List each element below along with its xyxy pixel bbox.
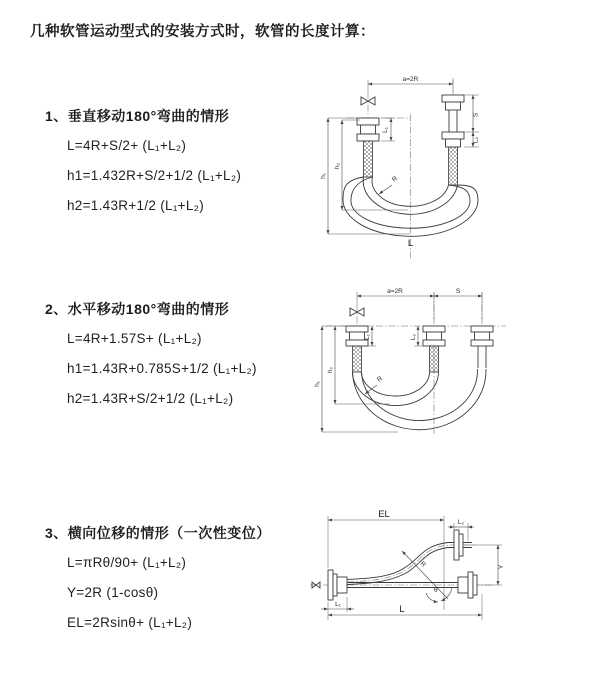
d2-hose-arcs (353, 369, 487, 430)
d3-dimension-l (328, 594, 482, 620)
d1-label-l1: L₁ (382, 127, 389, 133)
d3-label-el: EL (378, 509, 390, 520)
d2-left-pipe-fitting (346, 326, 368, 372)
d2-label-l2: L₂ (410, 333, 417, 341)
d1-dimension-l1 (381, 118, 395, 141)
d1-left-pipe-fitting (357, 118, 379, 177)
d1-label-l: L (407, 238, 414, 249)
d3-label-l1: L₁ (335, 601, 341, 608)
diagram-horizontal-180-bend (310, 282, 590, 462)
d3-label-r: R (418, 560, 427, 569)
page-title: 几种软管运动型式的安装方式时，软管的长度计算： (30, 24, 375, 40)
d2-dimension-a2r (357, 288, 482, 320)
d3-label-y: Y (498, 564, 505, 570)
d1-label-l2: L₂ (472, 136, 480, 144)
section-3-heading: 3、横向位移的情形（一次性变位） (45, 525, 271, 541)
d1-radius-leader (379, 175, 399, 194)
section-2-formula-h2: h2=1.43R+S/2+1/2 (L₁+L₂) (67, 391, 234, 406)
section-3-formula-Y: Y=2R (1-cosθ) (67, 585, 159, 600)
diagram-lateral-displacement (298, 498, 598, 648)
d1-label-a2r: a=2R (402, 76, 419, 83)
section-3-formula-L: L=πRθ/90+ (L₁+L₂) (67, 555, 187, 570)
d2-dimension-s (434, 288, 482, 296)
d2-label-r: R (375, 375, 384, 384)
section-2-formula-L: L=4R+1.57S+ (L₁+L₂) (67, 331, 202, 346)
d2-label-h1: h₁ (314, 381, 321, 387)
d1-label-r: R (390, 175, 399, 184)
section-1 (45, 107, 241, 227)
section-3-formula-EL: EL=2Rsinθ+ (L₁+L₂) (67, 615, 193, 630)
d3-left-flange (328, 570, 347, 600)
section-2-heading: 2、水平移动180°弯曲的情形 (45, 301, 230, 317)
d2-label-l1: L₁ (364, 334, 371, 340)
d3-label-l2: L₂ (457, 519, 465, 526)
d2-label-a2r: a=2R (387, 288, 403, 295)
d3-label-theta: θ (434, 587, 438, 594)
d1-dimension-a2r (368, 76, 453, 92)
section-1-heading: 1、垂直移动180°弯曲的情形 (45, 108, 230, 124)
d2-middle-pipe-fitting (423, 326, 445, 372)
diagram-vertical-180-bend (315, 68, 585, 265)
d1-label-s: S (472, 112, 480, 118)
d2-right-pipe-fitting (471, 326, 493, 368)
d3-radius-line (402, 551, 448, 599)
d1-centerlines (347, 78, 453, 258)
d2-dimension-l2 (410, 326, 422, 346)
d1-braided-hose-right (449, 147, 458, 185)
d1-right-pipe-fitting (442, 95, 464, 185)
d1-dimension-l2 (473, 132, 480, 147)
section-3 (45, 524, 271, 644)
d2-label-h2: h₂ (327, 366, 334, 374)
section-1-formula-h1: h1=1.432R+S/2+1/2 (L₁+L₂) (67, 168, 242, 183)
section-1-formula-h2: h2=1.43R+1/2 (L₁+L₂) (67, 198, 205, 213)
section-1-formula-L: L=4R+S/2+ (L₁+L₂) (67, 138, 187, 153)
d3-dimension-l1 (321, 597, 354, 612)
section-2 (45, 300, 257, 420)
d1-label-h2: h₂ (334, 162, 341, 170)
d1-braided-hose-left (364, 141, 373, 177)
d1-label-h1: h₁ (320, 173, 327, 179)
section-2-formula-h1: h1=1.43R+0.785S+1/2 (L₁+L₂) (67, 361, 257, 376)
d3-label-l: L (399, 604, 405, 615)
d2-label-s: S (455, 288, 461, 295)
